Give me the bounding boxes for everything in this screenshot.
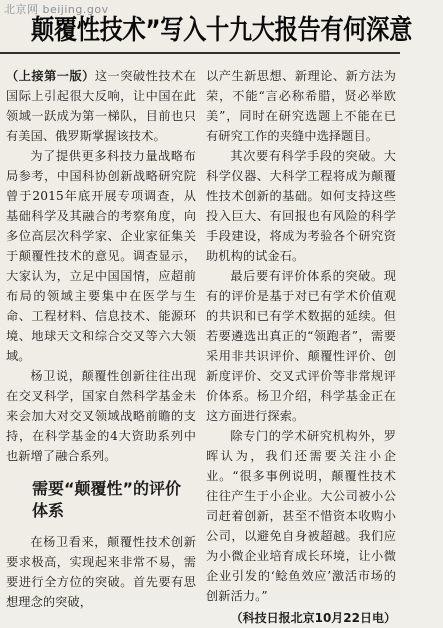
article-paragraph: 以产生新思想、新理论、新方法为荣，不能“言必称希腊，贤必举欧美”，同时在研究选题上不能在已有研究工作的夹缝中选择题目。 (206, 69, 396, 143)
article-paragraph (6, 66, 196, 146)
article-paragraph: 为了提供更多科技力量战略布局参考，中国科协创新战略研究院曾于2015年底开展专项调查，从基础科学及其融合的考察角度，向多位高层次科学家、企业家征集关于颠覆性技术的意见。调查显示，大家认为，立足中国国情，应超前布局的领域主要集中在医学与生命、工程材料、信息技术、能源环境、地球天文和综合交叉等六大领域。 (6, 149, 196, 363)
article-paragraph: 最后要有评价体系的突破。现有的评价是基于对已有学术价值观的共识和已有学术数据的延续。但若要遴选出真正的“领跑者”，需要采用非共识评价、颠覆性评价、创新度评价、交叉式评价等非常规评价体系。杨卫介绍，科学基金正在这方面进行探索。 (206, 269, 396, 423)
article-paragraph: 除专门的学术研究机构外，罗晖认为，我们还需要关注小企业。“很多事例说明，颠覆性技术往往产生于小企业。大公司被小公司赶着创新，甚至不惜资本收购小公司，以避免自身被超越。我们应为小微企业培育成长环境，让小微企业引发的‘鲶鱼效应’激活市场的创新活力。” (206, 429, 396, 603)
article-paragraph: 杨卫说，颠覆性创新往往出现在交叉科学，国家自然科学基金未来会加大对交叉领域战略前瞻的支持，在科学基金的4大资助系列中也新增了融合系列。 (6, 369, 196, 463)
byline: （科技日报北京10月22日电） (230, 611, 396, 625)
section-subhead: 需要“颠覆性”的评价体系 (32, 479, 182, 520)
continued-tag: （上接第一版） (6, 69, 95, 83)
headline (0, 8, 412, 47)
paragraph-text: 这一突破性技术在国际上引起很大反响，让中国在此领域一跃成为第一梯队，目前也只有美国、俄罗斯掌握该技术。 (6, 69, 196, 143)
article-paragraph: 其次要有科学手段的突破。大科学仪器、大科学工程将成为颠覆性技术创新的基础。如何支持这些投入巨大、有回报也有风险的科学手段建设，将成为考验各个研究资助机构的试金石。 (206, 149, 396, 263)
article-paragraph: 在杨卫看来，颠覆性技术创新要求极高，实现起来非常不易，需要进行全方位的突破。首先要有思想理念的突破， (6, 535, 196, 609)
right-column (206, 66, 396, 625)
headline-rule (0, 52, 400, 54)
left-column (6, 66, 196, 609)
watermark: 北京网 beijing.gov (4, 3, 109, 16)
headline-text: 颠覆性技术”写入十九大报告有何深意 (31, 15, 412, 46)
